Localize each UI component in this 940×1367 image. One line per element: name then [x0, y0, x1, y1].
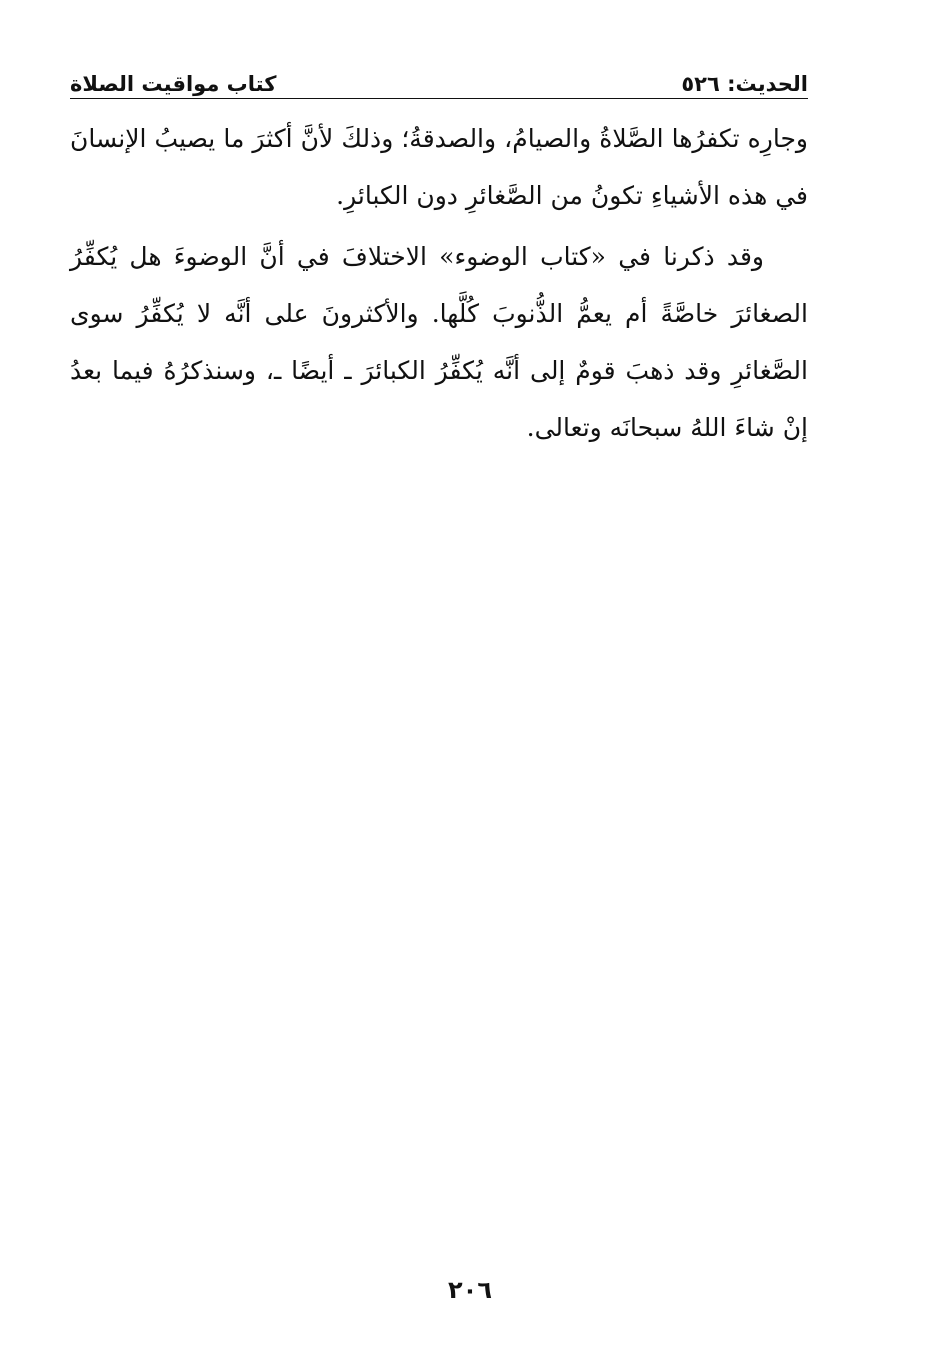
header-divider: [70, 98, 808, 99]
running-header: [70, 64, 808, 98]
hadith-number-heading: الحديث: ٥٢٦: [681, 72, 808, 96]
book-title-heading: كتاب مواقيت الصلاة: [70, 72, 277, 96]
page-body: [70, 110, 808, 456]
page-number: ٢٠٦: [448, 1276, 492, 1304]
body-paragraph-1: وجارِه تكفرُها الصَّلاةُ والصيامُ، والصدقةُ؛ وذلكَ لأنَّ أكثرَ ما يصيبُ الإنسانَ في هذه الأشياءِ تكونُ من الصَّغائرِ دون الكبائرِ.: [70, 124, 808, 210]
body-paragraph-2: وقد ذكرنا في «كتاب الوضوء» الاختلافَ في أنَّ الوضوءَ هل يُكفِّرُ الصغائرَ خاصَّةً أم يعمُّ الذُّنوبَ كُلَّها. والأكثرونَ على أنَّه لا يُكفِّرُ سوى الصَّغائرِ وقد ذهبَ قومٌ إلى أنَّه يُكفِّرُ الكبائرَ ـ أيضًا ـ، وسنذكرُهُ فيما بعدُ إنْ شاءَ اللهُ سبحانَه وتعالى.: [70, 242, 808, 442]
